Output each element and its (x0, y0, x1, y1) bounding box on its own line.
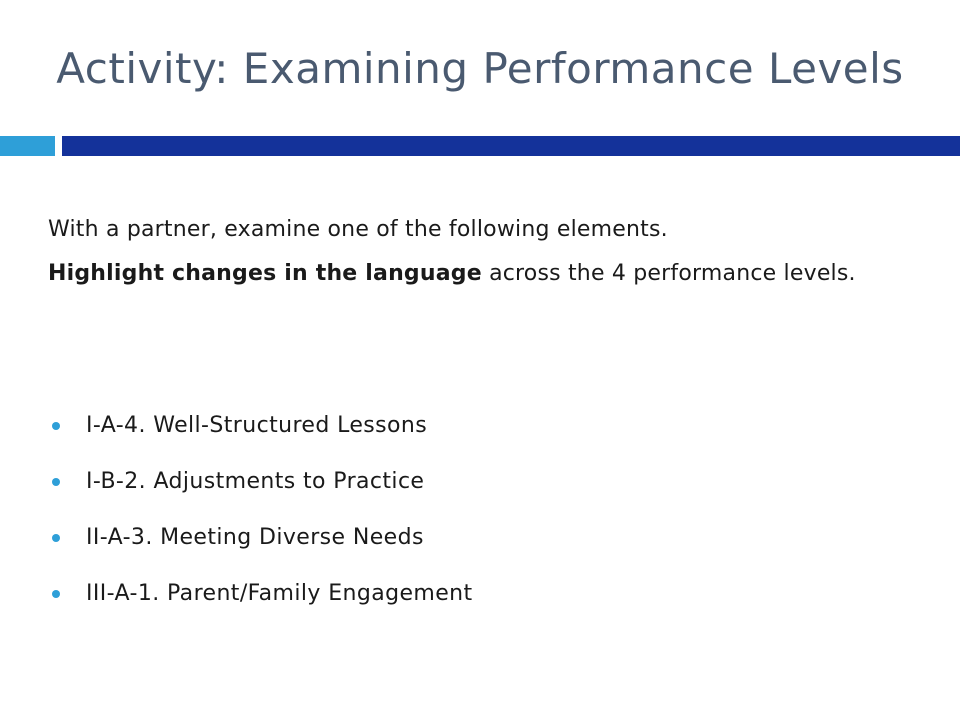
bullet-icon (52, 478, 60, 486)
bullet-icon (52, 534, 60, 542)
instructions-emphasis: Highlight changes in the language (48, 261, 482, 286)
list-item (48, 512, 473, 568)
list-item-label: I-A-4. Well-Structured Lessons (86, 413, 428, 438)
instructions-paragraph (48, 208, 908, 296)
list-item-label: III-A-1. Parent/Family Engagement (86, 581, 473, 606)
slide-title: Activity: Examining Performance Levels (56, 44, 904, 93)
title-underline-bar (62, 136, 960, 156)
bullet-icon (52, 590, 60, 598)
list-item-label: I-B-2. Adjustments to Practice (86, 469, 425, 494)
instructions-rest: across the 4 performance levels. (481, 261, 856, 286)
list-item (48, 568, 473, 624)
instructions-line-1: With a partner, examine one of the following elements. (48, 217, 668, 242)
list-item (48, 456, 473, 512)
list-item (48, 400, 473, 456)
bullet-icon (52, 422, 60, 430)
title-accent-bar (0, 136, 55, 156)
list-item-label: II-A-3. Meeting Diverse Needs (86, 525, 424, 550)
element-list (48, 400, 473, 624)
